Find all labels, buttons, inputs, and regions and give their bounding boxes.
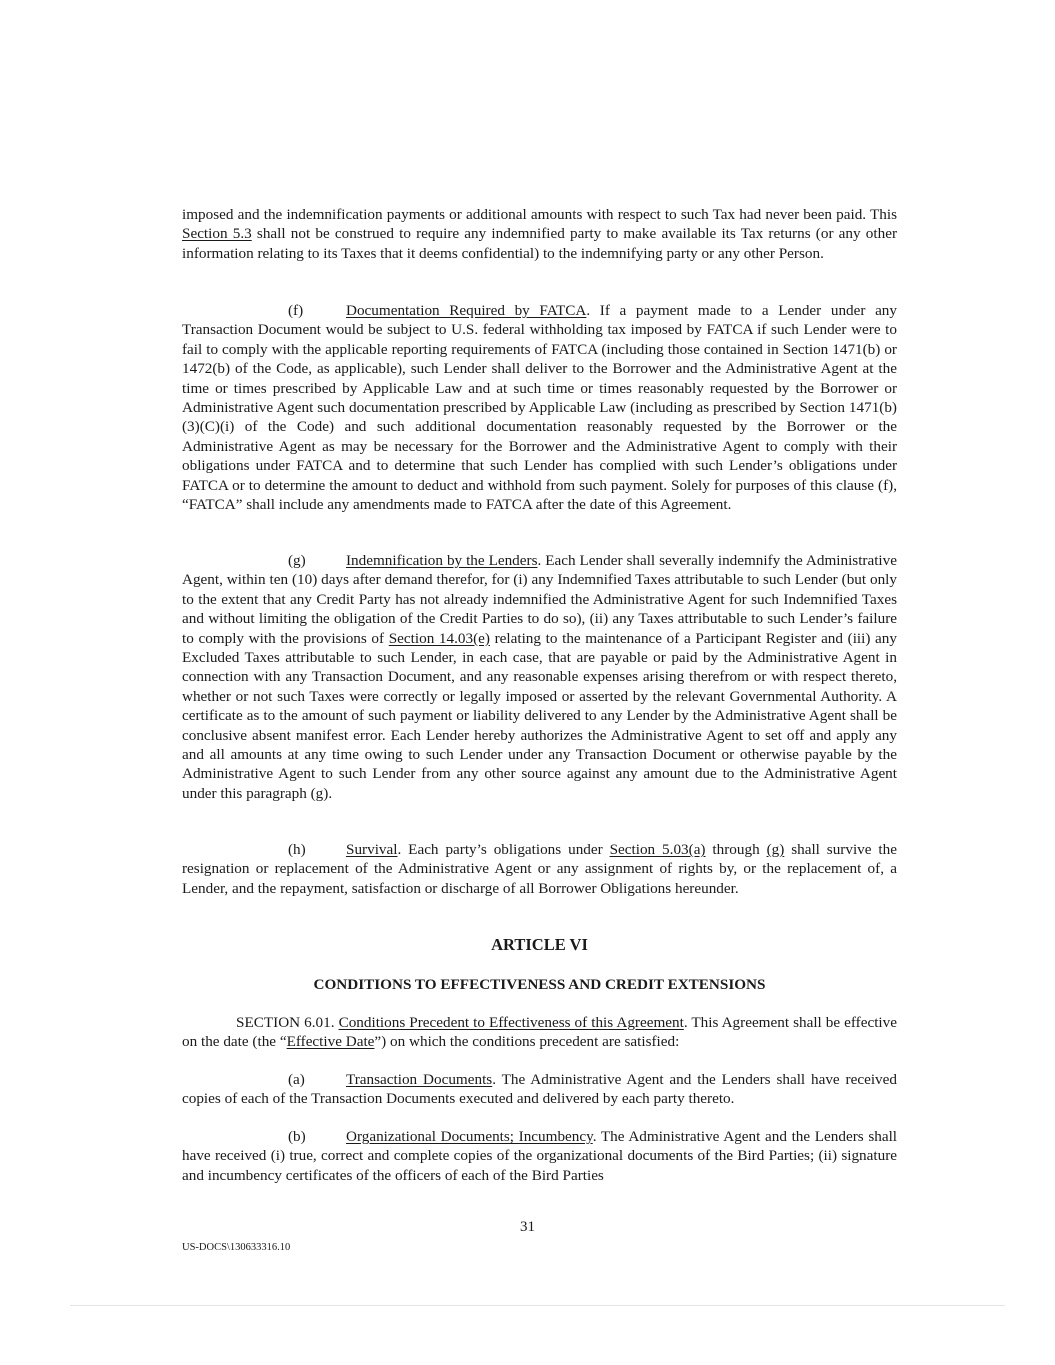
indent bbox=[182, 1127, 346, 1146]
paragraph-b-organizational-documents bbox=[182, 1127, 897, 1185]
text-run: SECTION 6.01. bbox=[236, 1014, 339, 1031]
indent bbox=[182, 301, 346, 320]
underlined-term: Organizational Documents; Incumbency bbox=[346, 1128, 593, 1145]
article-title: ARTICLE VI bbox=[491, 935, 588, 954]
text-run: imposed and the indemnification payments or additional amounts with respect to such Tax had never been paid. This bbox=[182, 206, 897, 223]
underlined-term: Section 14.03(e) bbox=[388, 629, 490, 647]
text-run: ”) on which the conditions precedent are satisfied: bbox=[374, 1033, 680, 1051]
underlined-term: Effective Date bbox=[286, 1033, 375, 1051]
clause-label: (b) bbox=[288, 1128, 306, 1145]
underlined-term: Survival bbox=[346, 841, 398, 858]
text-run: . Each party’s obligations under bbox=[397, 841, 610, 858]
text-run: . The Administrative Agent and the Lenders shall have received copies of each of the Transaction Documents executed and delivered by each party thereto. bbox=[182, 1071, 897, 1108]
clause-label: (f) bbox=[288, 302, 304, 319]
text-run: shall survive the resignation or replacement of the Administrative Agent or any assignment of rights by, or the replacement of, a Lender, and the repayment, satisfaction or discharge of all Borrower Obligations hereunder. bbox=[182, 841, 897, 897]
underlined-term: Transaction Documents bbox=[346, 1071, 493, 1088]
underlined-term: Section 5.03(a) bbox=[609, 841, 706, 858]
text-run: . This Agreement shall be effective on the date (the “ bbox=[182, 1014, 897, 1051]
article-heading: CONDITIONS TO EFFECTIVENESS AND CREDIT EXTENSIONS bbox=[313, 976, 766, 993]
underlined-term: Section 5.3 bbox=[182, 225, 252, 243]
indent bbox=[182, 840, 346, 859]
text-run: relating to the maintenance of a Participant Register and (iii) any Excluded Taxes attributable to such Lender, in each case, that are payable or paid by the Administrative Agent in connection with any Transaction Document, and any reasonable expenses arising therefrom or with respect thereto, whether or not such Taxes were correctly or legally imposed or asserted by the relevant Governmental Authority. A certificate as to the amount of such payment or liability delivered to any Lender by the Administrative Agent shall be conclusive absent manifest error. Each Lender hereby authorizes the Administrative Agent to set off and apply any and all amounts at any time owing to such Lender under any Transaction Document or otherwise payable by the Administrative Agent to such Lender from any other source against any amount due to the Administrative Agent under this paragraph (g). bbox=[182, 629, 897, 802]
paragraph-a-transaction-documents bbox=[182, 1070, 897, 1109]
underlined-term: Documentation Required by FATCA bbox=[346, 302, 587, 319]
underlined-term: Conditions Precedent to Effectiveness of this Agreement bbox=[338, 1014, 684, 1031]
text-run: through bbox=[705, 841, 767, 858]
page-divider bbox=[70, 1305, 1005, 1306]
text-run: . The Administrative Agent and the Lenders shall have received (i) true, correct and complete copies of the organizational documents of the Bird Parties; (ii) signature and incumbency certificates of the officers of each of the Bird Parties bbox=[182, 1128, 898, 1184]
paragraph-h-survival bbox=[182, 840, 897, 898]
text-run: shall not be construed to require any indemnified party to make available its Tax returns (or any other information relating to its Taxes that it deems confidential) to the indemnifying party or any other Person. bbox=[182, 225, 897, 262]
paragraph-f-fatca bbox=[182, 301, 897, 514]
clause-label: (a) bbox=[288, 1071, 305, 1088]
indent bbox=[182, 1070, 346, 1089]
text-run: . Each Lender shall severally indemnify the Administrative Agent, within ten (10) days after demand therefor, for (i) any Indemnified Taxes attributable to such Lender (but only to the extent that any Credit Party has not already indemnified the Administrative Agent for such Indemnified Taxes and without limiting the obligation of the Credit Parties to do so), (ii) any Taxes attributable to such Lender’s failure to comply with the provisions of bbox=[182, 552, 897, 647]
clause-label: (g) bbox=[288, 552, 306, 569]
paragraph-g-indemnification bbox=[182, 551, 897, 803]
underlined-term: Indemnification by the Lenders bbox=[346, 552, 538, 569]
document-id: US-DOCS\130633316.10 bbox=[182, 1242, 291, 1253]
section-6-01 bbox=[182, 1013, 897, 1052]
text-run: . If a payment made to a Lender under any Transaction Document would be subject to U.S. federal withholding tax imposed by FATCA if such Lender were to fail to comply with the applicable reporting requirements of FATCA (including those contained in Section 1471(b) or 1472(b) of the Code, as applicable), such Lender shall deliver to the Borrower and the Administrative Agent at the time or times prescribed by Applicable Law and at such time or times reasonably requested by the Borrower or Administrative Agent such documentation prescribed by Applicable Law (including as prescribed by Section 1471(b)(3)(C)(i) of the Code) and such additional documentation reasonably requested by the Borrower or the Administrative Agent as may be necessary for the Borrower and the Administrative Agent to comply with their obligations under FATCA and to determine that such Lender has complied with such Lender’s obligations under FATCA or to determine the amount to deduct and withhold from such payment. Solely for purposes of this clause (f), “FATCA” shall include any amendments made to FATCA after the date of this Agreement. bbox=[182, 302, 897, 514]
page-number: 31 bbox=[520, 1219, 535, 1235]
paragraph-continuation bbox=[182, 205, 897, 263]
indent bbox=[182, 551, 346, 570]
clause-label: (h) bbox=[288, 841, 306, 858]
underlined-term: (g) bbox=[766, 841, 785, 858]
